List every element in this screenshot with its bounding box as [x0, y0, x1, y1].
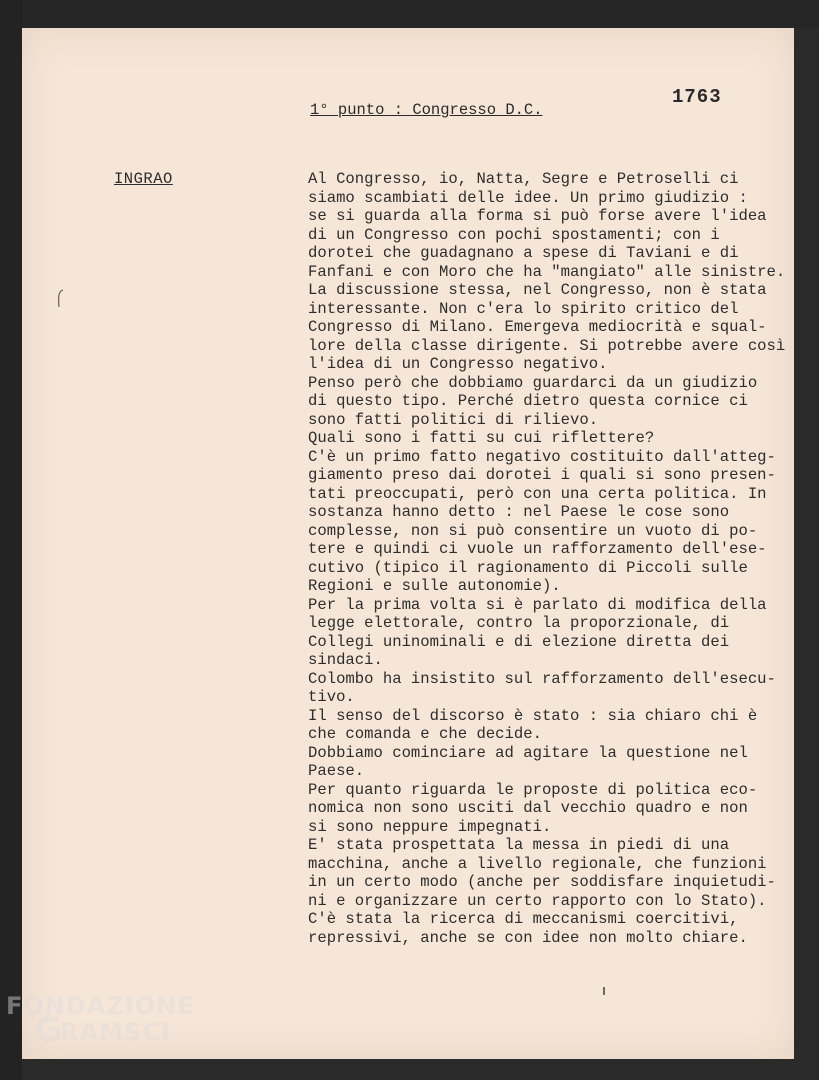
body-line: siamo scambiati delle idee. Un primo giudizio : — [308, 188, 748, 207]
body-line: tivo. — [308, 688, 355, 706]
body-line: giamento preso dai dorotei i quali si sono presen- — [308, 466, 776, 484]
body-line: se si guarda alla forma si può forse avere l'idea — [308, 207, 767, 225]
body-line: Per la prima volta si è parlato di modifica della — [308, 595, 767, 614]
body-line: tere e quindi ci vuole un rafforzamento dell'ese- — [308, 540, 767, 558]
body-line: repressivi, anche se con idee non molto chiare. — [308, 928, 748, 947]
body-line: Congresso di Milano. Emergeva mediocrità e squal- — [308, 318, 767, 336]
body-line: nomica non sono usciti dal vecchio quadro e non — [308, 799, 748, 817]
body-line: Paese. — [308, 762, 365, 780]
watermark-g-logo-icon — [34, 1014, 62, 1044]
body-line: che comanda e che decide. — [308, 725, 542, 743]
body-line: sono fatti politici di rilievo. — [308, 410, 599, 429]
body-line: La discussione stessa, nel Congresso, non è stata — [308, 281, 767, 299]
typed-body-text — [308, 170, 798, 947]
body-line: Regioni e sulle autonomie). — [308, 577, 561, 595]
body-line: Fanfani e con Moro che ha "mangiato" alle sinistre. — [308, 262, 786, 281]
body-line: di un Congresso con pochi spostamenti; con i — [308, 225, 720, 244]
body-line: lore della classe dirigente. Si potrebbe avere così — [308, 336, 786, 355]
body-line: complesse, non si può consentire un vuoto di po- — [308, 521, 758, 540]
speaker-name: INGRAO — [114, 170, 173, 188]
fondazione-gramsci-watermark — [4, 990, 204, 1070]
body-line: Il senso del discorso è stato : sia chiaro chi è — [308, 706, 758, 725]
watermark-line2: RAMSCI — [60, 1018, 171, 1046]
margin-pencil-mark — [56, 287, 66, 309]
body-line: Penso però che dobbiamo guardarci da un giudizio — [308, 373, 758, 392]
body-line: Collegi uninominali e di elezione diretta dei — [308, 632, 730, 651]
body-line: E' stata prospettata la messa in piedi di una — [308, 836, 730, 854]
body-line: l'idea di un Congresso negativo. — [308, 355, 608, 373]
body-line: dorotei che guadagnano a spese di Taviani e di — [308, 244, 739, 262]
body-line: Quali sono i fatti su cui riflettere? — [308, 429, 655, 447]
body-line: C'è un primo fatto negativo costituito dall'atteg- — [308, 447, 776, 466]
body-line: Dobbiamo cominciare ad agitare la questione nel — [308, 743, 748, 762]
body-line: in un certo modo (anche per soddisfare inquietudi- — [308, 873, 776, 891]
page-number: 1763 — [672, 86, 722, 108]
body-line: cutivo (tipico il ragionamento di Piccoli sulle — [308, 558, 748, 577]
stray-mark — [603, 987, 605, 995]
watermark-line1: FONDAZIONE — [6, 992, 195, 1020]
body-line: sostanza hanno detto : nel Paese le cose sono — [308, 503, 730, 521]
scan-border-left — [0, 0, 22, 1080]
body-line: legge elettorale, contro la proporzionale, di — [308, 614, 730, 632]
body-line: sindaci. — [308, 651, 383, 669]
body-line: tati preoccupati, però con una certa politica. In — [308, 484, 767, 503]
body-line: di questo tipo. Perché dietro questa cornice ci — [308, 392, 748, 410]
body-line: si sono neppure impegnati. — [308, 817, 552, 836]
body-line: macchina, anche a livello regionale, che funzioni — [308, 854, 767, 873]
body-line: Colombo ha insistito sul rafforzamento dell'esecu- — [308, 669, 776, 688]
agenda-heading: 1° punto : Congresso D.C. — [310, 101, 543, 119]
body-line: Per quanto riguarda le proposte di politica eco- — [308, 780, 758, 799]
body-line: interessante. Non c'era lo spirito critico del — [308, 299, 739, 318]
body-line: C'è stata la ricerca di meccanismi coercitivi, — [308, 910, 739, 928]
body-line: Al Congresso, io, Natta, Segre e Petroselli ci — [308, 170, 739, 188]
scan-border-top — [0, 0, 819, 28]
body-line: ni e organizzare un certo rapporto con lo Stato). — [308, 891, 767, 910]
